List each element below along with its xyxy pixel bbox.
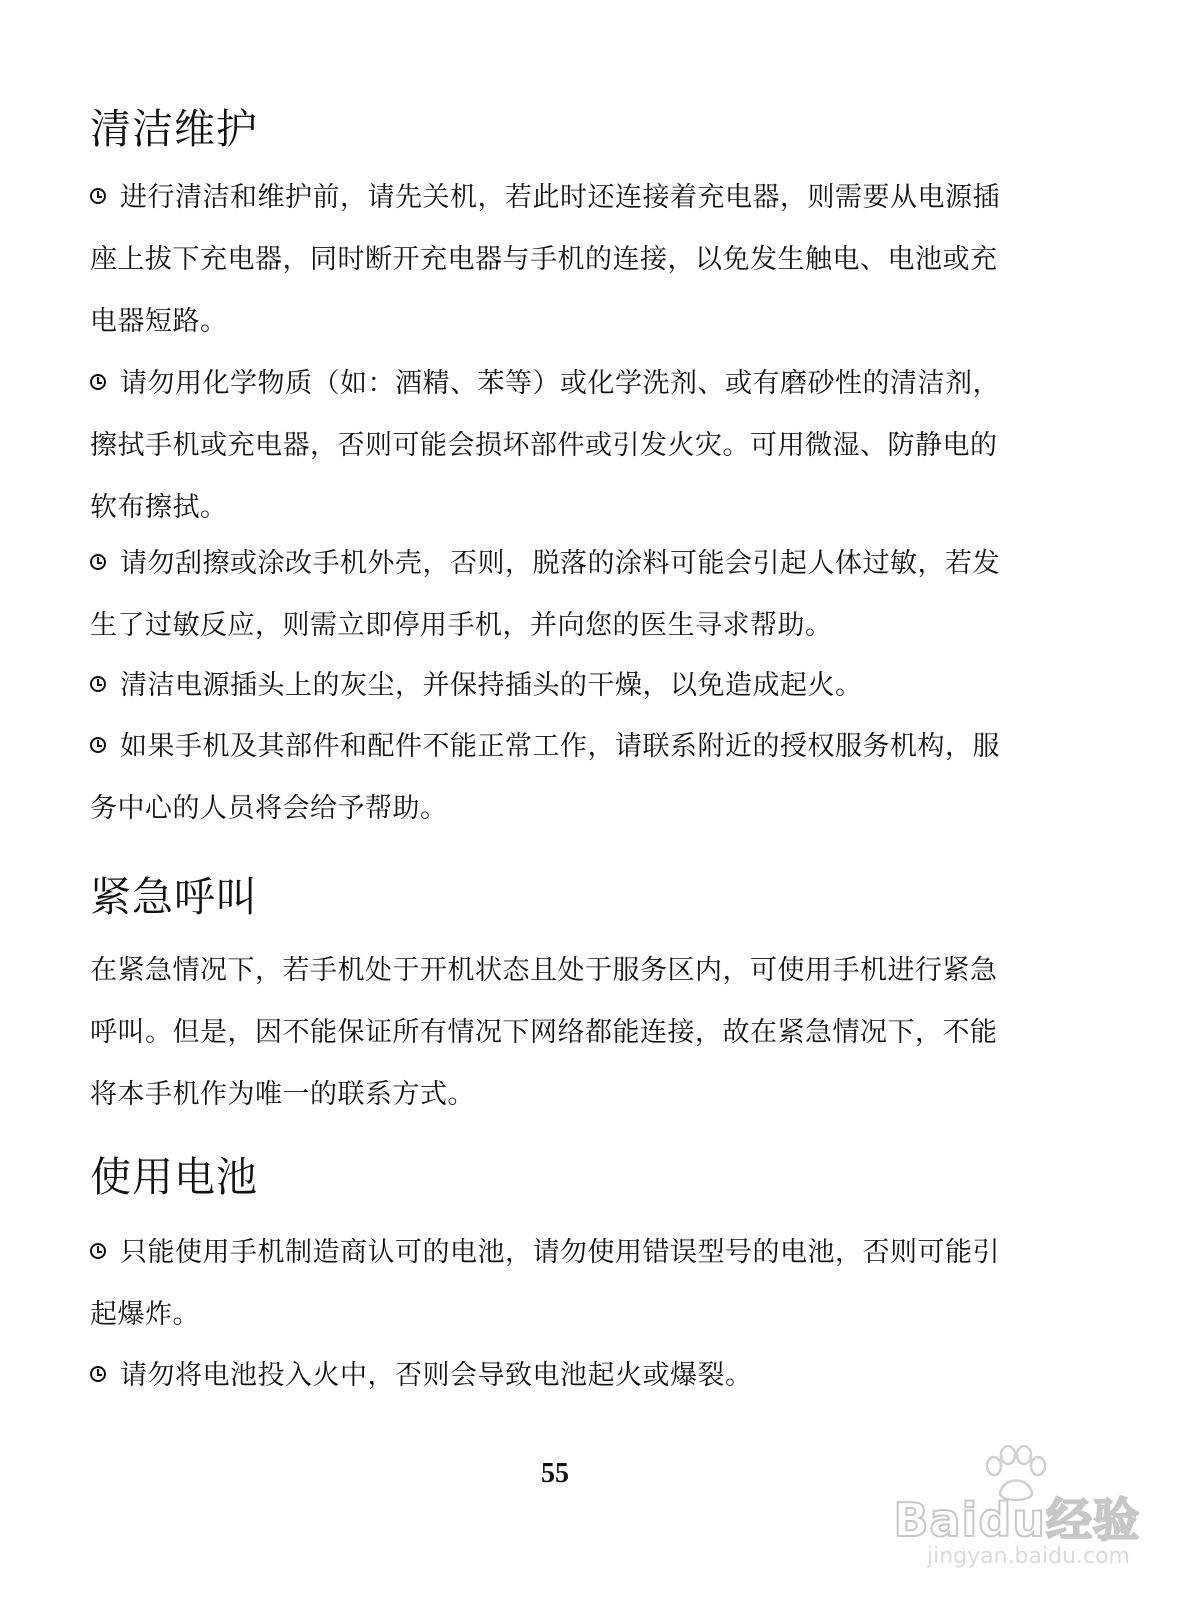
section-title-emergency-call: 紧急呼叫 xyxy=(90,873,258,921)
list-item: 进行清洁和维护前，请先关机，若此时还连接着充电器，则需要从电源插座上拔下充电器，同时断开充电器与手机的连接，以免发生触电、电池或充电器短路。 xyxy=(90,182,1000,337)
paragraph-emergency: 在紧急情况下，若手机处于开机状态且处于服务区内，可使用手机进行紧急呼叫。但是，因不能保证所有情况下网络都能连接，故在紧急情况下，不能将本手机作为唯一的联系方式。 xyxy=(90,955,998,1110)
list-item: 请勿用化学物质（如：酒精、苯等）或化学洗剂、或有磨砂性的清洁剂，擦拭手机或充电器，否则可能会损坏部件或引发火灾。可用微湿、防静电的软布擦拭。 xyxy=(90,368,1000,523)
clock-bullet-icon xyxy=(90,1366,106,1382)
clock-bullet-icon xyxy=(90,737,106,753)
list-item: 只能使用手机制造商认可的电池，请勿使用错误型号的电池，否则可能引起爆炸。 xyxy=(90,1237,1000,1330)
page-number: 55 xyxy=(541,1458,569,1489)
clock-bullet-icon xyxy=(90,188,106,204)
clock-bullet-icon xyxy=(90,374,106,390)
section-title-cleaning: 清洁维护 xyxy=(90,105,258,153)
clock-bullet-icon xyxy=(90,1243,106,1259)
list-item: 清洁电源插头上的灰尘，并保持插头的干燥，以免造成起火。 xyxy=(90,655,1020,717)
list-item: 请勿将电池投入火中，否则会导致电池起火或爆裂。 xyxy=(90,1345,1020,1407)
list-item: 请勿刮擦或涂改手机外壳，否则，脱落的涂料可能会引起人体过敏，若发生了过敏反应，则需立即停用手机，并向您的医生寻求帮助。 xyxy=(90,548,1000,641)
clock-bullet-icon xyxy=(90,554,106,570)
list-item: 如果手机及其部件和配件不能正常工作，请联系附近的授权服务机构，服务中心的人员将会给予帮助。 xyxy=(90,731,1000,824)
baidu-logo: Baidu经验 xyxy=(893,1493,1140,1547)
baidu-url: jingyan.baidu.com xyxy=(926,1544,1130,1569)
baidu-watermark xyxy=(850,1444,1140,1584)
section-title-battery: 使用电池 xyxy=(90,1153,258,1201)
clock-bullet-icon xyxy=(90,676,106,692)
